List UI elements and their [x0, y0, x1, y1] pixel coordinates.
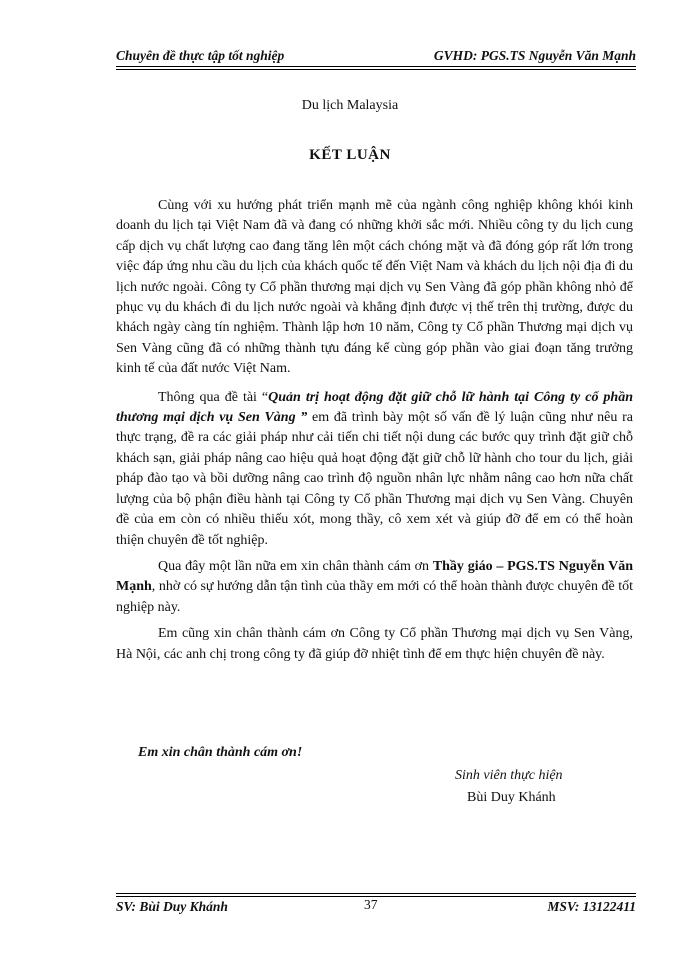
paragraph-3: [116, 557, 633, 618]
header-rule-2: [116, 69, 636, 70]
paragraph-2: [116, 388, 633, 551]
page-header: [116, 46, 636, 68]
header-left-text: Chuyên đề thực tập tốt nghiệp: [116, 48, 285, 63]
header-rule-1: [116, 66, 636, 67]
context-line: Du lịch Malaysia: [301, 98, 399, 113]
paragraph-3-rest: , nhờ có sự hướng dẫn tận tình của thầy em mới có thể hoàn thành được chuyên đề tốt nghiệp này.: [116, 579, 633, 615]
page-number: 37: [364, 897, 378, 912]
paragraph-3-lead: Qua đây một lần nữa em xin chân thành cám ơn: [158, 558, 433, 574]
signature-title: Sinh viên thực hiện: [455, 768, 563, 783]
paragraph-2-rest: em đã trình bày một số vấn đề lý luận cũng như nêu ra thực trạng, đề ra các giải pháp như cải tiến chi tiết nội dung các bước quy trình đặt giữ chỗ khách sạn, giải pháp nâng cao hiệu quả hoạt động đặt giữ chỗ lữ hành cho tour du lịch, giải pháp đào tạo và bồi dưỡng nâng cao trình độ nguồn nhân lực nhằm nâng cao hơn nữa chất lượng của bộ phận điều hành tại Công ty Cổ phần Thương mại dịch vụ Sen Vàng. Chuyên đề của em còn có nhiều thiếu xót, mong thầy, cô xem xét và giúp đỡ để em có thể hoàn thiện chuyên đề tốt nghiệp.: [116, 410, 633, 548]
footer-student: SV: Bùi Duy Khánh: [116, 899, 228, 914]
paragraph-1: Cùng với xu hướng phát triển mạnh mẽ của ngành công nghiệp không khói kinh doanh du lịch tại Việt Nam đã và đang có những khởi sắc mới. Nhiều công ty du lịch cung cấp dịch vụ chất lượng cao đang tăng lên một cách chóng mặt và đã đóng góp rất lớn trong việc đáp ứng nhu cầu du lịch của khách quốc tế đến Việt Nam và khách du lịch nội địa đi du lịch nước ngoài. Công ty Cổ phần thương mại dịch vụ Sen Vàng đã góp phần không nhỏ để phục vụ du khách đi du lịch nước ngoài và khẳng định được vị thế trên thị trường, được du khách ngày càng tín nghiệm. Thành lập hơn 10 năm, Công ty Cổ phần Thương mại dịch vụ Sen Vàng cũng đã có những thành tựu đáng kể cùng góp phần vào giai đoạn tăng trưởng kinh tế của đất nước Việt Nam.: [116, 198, 633, 377]
document-body: [116, 196, 633, 671]
thesis-topic: Quản trị hoạt động đặt giữ chỗ lữ hành tại Công ty cổ phần thương mại dịch vụ Sen Vàng: [116, 389, 634, 426]
paragraph-2-lead: Thông qua đề tài “: [158, 389, 269, 405]
page-footer: [116, 897, 636, 919]
paragraph-4: Em cũng xin chân thành cám ơn Công ty Cổ phần Thương mại dịch vụ Sen Vàng, Hà Nội, các anh chị trong công ty đã giúp đỡ nhiệt tình để em thực hiện chuyên đề này.: [116, 626, 633, 662]
signature-name: Bùi Duy Khánh: [467, 790, 556, 805]
header-right-text: GVHD: PGS.TS Nguyễn Văn Mạnh: [433, 48, 636, 63]
closing-thanks: Em xin chân thành cám ơn!: [138, 745, 303, 760]
page-title: KẾT LUẬN: [309, 147, 391, 163]
teacher-name: Thầy giáo – PGS.TS Nguyễn Văn Mạnh: [116, 558, 634, 595]
footer-rule-1: [116, 893, 636, 894]
thesis-topic-close: ”: [295, 410, 313, 426]
footer-student-id: MSV: 13122411: [547, 899, 636, 914]
